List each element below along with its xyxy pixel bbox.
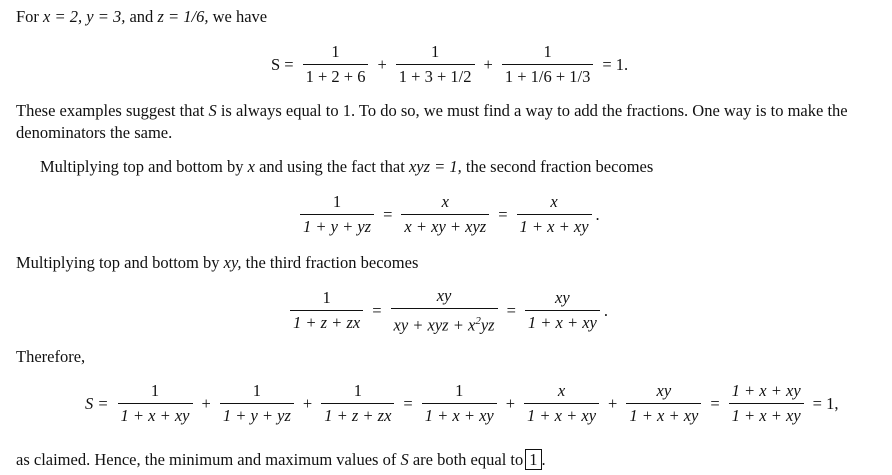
z-assignment: z = 1/6, bbox=[157, 7, 209, 26]
eq4-plus-2: + bbox=[302, 393, 313, 413]
eq3-equals-2: = bbox=[506, 300, 516, 320]
eq4-plus-3: + bbox=[505, 393, 516, 413]
eq4-f-denominator: 1 + x + xy bbox=[626, 403, 701, 426]
eq2-fraction-2 bbox=[401, 192, 489, 237]
eq4-fraction-c bbox=[321, 381, 394, 426]
eq3-equals-1: = bbox=[372, 300, 382, 320]
para2-s-variable: S bbox=[208, 101, 217, 120]
eq2-f1-numerator: 1 bbox=[332, 192, 342, 211]
examples-paragraph bbox=[16, 100, 882, 144]
para3-text-b: and using the fact that bbox=[259, 157, 405, 176]
eq3-fraction-1 bbox=[290, 288, 363, 333]
eq4-a-denominator: 1 + x + xy bbox=[118, 403, 193, 426]
para3-text-c: the second fraction becomes bbox=[465, 157, 654, 176]
eq2-f2-denominator: x + xy + xyz bbox=[401, 214, 489, 237]
eq4-f-numerator: xy bbox=[656, 381, 672, 400]
para6-text-b: are both equal to bbox=[412, 450, 524, 469]
para4-xy-variable: xy, bbox=[223, 253, 242, 272]
intro-line bbox=[16, 6, 882, 28]
eq4-fraction-d bbox=[422, 381, 497, 426]
intro-prefix: For bbox=[16, 7, 39, 26]
para6-text-a: as claimed. Hence, the minimum and maximum values of bbox=[16, 450, 397, 469]
eq1-plus-1: + bbox=[377, 54, 387, 74]
eq4-plus-4: + bbox=[608, 393, 618, 413]
eq1-result: = 1. bbox=[602, 54, 629, 74]
para2-text-b: is always equal to 1. To do so, we must find a way to add the fractions. One way is to make the denominators the same. bbox=[16, 101, 848, 142]
eq4-c-numerator: 1 bbox=[353, 381, 362, 400]
intro-suffix: we have bbox=[212, 7, 268, 26]
third-fraction-intro bbox=[16, 252, 882, 274]
therefore-line bbox=[16, 346, 882, 368]
eq2-fraction-3 bbox=[517, 192, 592, 237]
eq2-f1-denominator: 1 + y + yz bbox=[300, 214, 374, 237]
eq3-f2-den-exponent: 2 bbox=[475, 315, 481, 327]
conclusion-line bbox=[16, 449, 882, 471]
eq4-d-denominator: 1 + x + xy bbox=[422, 403, 497, 426]
eq1-lhs: S = bbox=[271, 54, 294, 74]
eq4-fraction-e bbox=[524, 381, 599, 426]
eq4-plus-1: + bbox=[201, 393, 211, 413]
eq2-fraction-1 bbox=[300, 192, 374, 237]
y-assignment: y = 3, bbox=[86, 7, 126, 26]
eq4-a-numerator: 1 bbox=[150, 381, 160, 400]
eq1-fraction-3 bbox=[502, 42, 594, 87]
eq4-fraction-b bbox=[220, 381, 294, 426]
para3-xyz-fact: xyz = 1, bbox=[408, 157, 462, 176]
equation-numeric-sum bbox=[266, 42, 633, 87]
eq1-fraction-2 bbox=[396, 42, 475, 87]
para6-s-variable: S bbox=[400, 450, 409, 469]
eq4-e-numerator: x bbox=[557, 381, 566, 400]
equation-final-sum bbox=[80, 381, 843, 426]
eq1-f2-denominator: 1 + 3 + 1/2 bbox=[396, 64, 475, 87]
eq2-equals-1: = bbox=[383, 204, 393, 224]
eq1-f3-numerator: 1 bbox=[543, 42, 552, 61]
eq1-fraction-1 bbox=[303, 42, 369, 87]
eq4-b-denominator: 1 + y + yz bbox=[220, 403, 294, 426]
eq1-plus-2: + bbox=[483, 54, 493, 74]
eq1-f1-denominator: 1 + 2 + 6 bbox=[303, 64, 369, 87]
equation-second-fraction bbox=[296, 192, 600, 237]
eq3-f2-numerator: xy bbox=[436, 286, 452, 305]
eq3-f1-denominator: 1 + z + zx bbox=[290, 310, 363, 333]
equation-third-fraction bbox=[286, 286, 608, 336]
eq4-fraction-f bbox=[626, 381, 701, 426]
eq4-d-numerator: 1 bbox=[455, 381, 464, 400]
eq4-lhs: S = bbox=[85, 393, 109, 413]
final-answer-box: 1 bbox=[525, 449, 541, 470]
eq2-f2-numerator: x bbox=[441, 192, 449, 211]
x-assignment: x = 2, bbox=[43, 7, 83, 26]
para4-text-a: Multiplying top and bottom by bbox=[16, 253, 220, 272]
eq1-f3-denominator: 1 + 1/6 + 1/3 bbox=[502, 64, 594, 87]
eq4-fraction-g bbox=[729, 381, 804, 426]
para6-period: . bbox=[541, 450, 546, 469]
eq1-f2-numerator: 1 bbox=[431, 42, 440, 61]
eq4-fraction-a bbox=[118, 381, 193, 426]
eq4-result: = 1, bbox=[812, 393, 839, 413]
para3-x-variable: x bbox=[247, 157, 255, 176]
eq3-f2-den-part-a: xy + xyz + x bbox=[393, 315, 476, 335]
eq4-g-numerator: 1 + x + xy bbox=[731, 381, 801, 400]
second-fraction-intro bbox=[40, 156, 882, 178]
eq3-f3-numerator: xy bbox=[555, 288, 570, 308]
eq3-period: . bbox=[603, 300, 608, 320]
eq4-e-denominator: 1 + x + xy bbox=[524, 403, 599, 426]
eq4-b-numerator: 1 bbox=[252, 381, 261, 400]
eq3-f2-den-part-b: yz bbox=[480, 315, 495, 335]
para4-text-b: the third fraction becomes bbox=[245, 253, 419, 272]
para2-text-a: These examples suggest that bbox=[16, 101, 205, 120]
para3-text-a: Multiplying top and bottom by bbox=[40, 157, 244, 176]
eq2-period: . bbox=[595, 204, 600, 224]
eq3-fraction-3 bbox=[525, 288, 600, 333]
eq2-f3-denominator: 1 + x + xy bbox=[517, 214, 592, 237]
eq4-equals-2: = bbox=[710, 393, 720, 413]
therefore-text: Therefore, bbox=[16, 347, 86, 366]
eq3-f1-numerator: 1 bbox=[322, 288, 331, 308]
eq3-f3-denominator: 1 + x + xy bbox=[525, 310, 600, 333]
eq3-fraction-2 bbox=[391, 286, 498, 336]
eq3-f2-denominator bbox=[391, 308, 498, 336]
intro-and: and bbox=[129, 7, 154, 26]
eq4-g-denominator: 1 + x + xy bbox=[729, 403, 804, 426]
eq1-f1-numerator: 1 bbox=[331, 42, 340, 61]
eq4-equals-1: = bbox=[403, 393, 413, 413]
eq2-equals-2: = bbox=[498, 204, 508, 224]
eq2-f3-numerator: x bbox=[550, 192, 558, 211]
eq4-c-denominator: 1 + z + zx bbox=[321, 403, 394, 426]
